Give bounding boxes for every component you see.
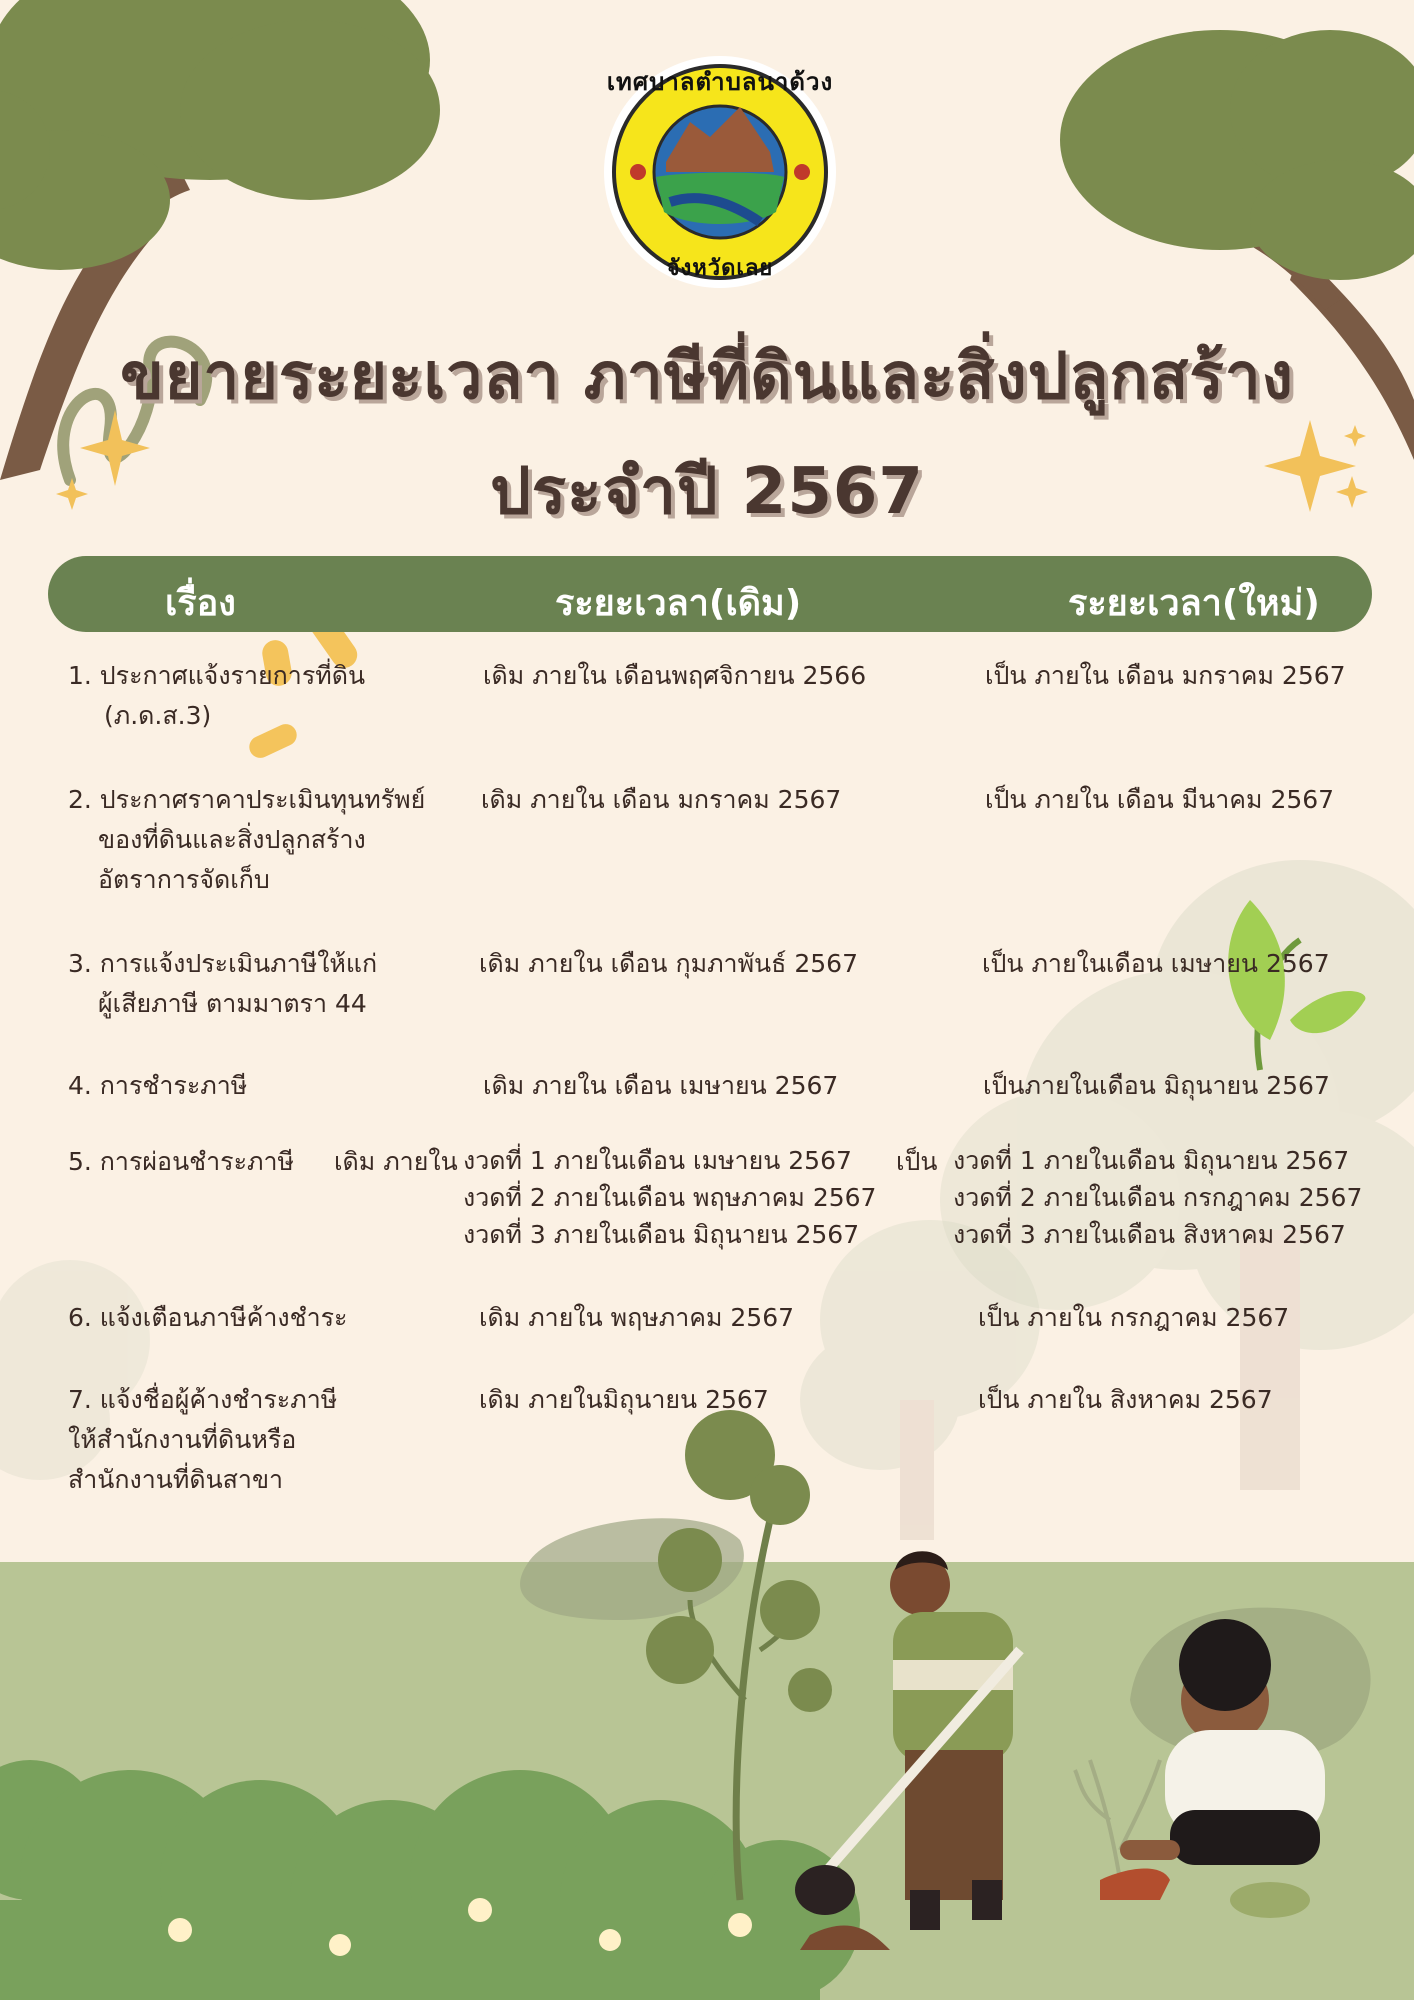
row-5-old-prefix: เดิม ภายใน bbox=[334, 1147, 458, 1176]
row-7-old: เดิม ภายในมิถุนายน 2567 bbox=[479, 1385, 769, 1414]
row-3-old: เดิม ภายใน เดือน กุมภาพันธ์ 2567 bbox=[479, 949, 858, 978]
row-4-topic: 4. การชำระภาษี bbox=[68, 1071, 248, 1100]
row-3-topic: 3. การแจ้งประเมินภาษีให้แก่ ผู้เสียภาษี ตามมาตรา 44 bbox=[68, 949, 378, 1018]
row-2-old: เดิม ภายใน เดือน มกราคม 2567 bbox=[481, 785, 842, 814]
title-line-1: ขยายระยะเวลา ภาษีที่ดินและสิ่งปลูกสร้าง bbox=[120, 340, 1294, 414]
row-7-topic: 7. แจ้งชื่อผู้ค้างชำระภาษี ให้สำนักงานที่ดินหรือ สำนักงานที่ดินสาขา bbox=[68, 1385, 338, 1494]
row-5-new: งวดที่ 1 ภายในเดือน มิถุนายน 2567 งวดที่ 2 ภายในเดือน กรกฎาคม 2567 งวดที่ 3 ภายในเดือน สิงหาคม 2567 bbox=[953, 1146, 1363, 1249]
emblem-top-text: เทศบาลตำบลนาด้วง bbox=[606, 68, 834, 96]
row-6-topic: 6. แจ้งเตือนภาษีค้างชำระ bbox=[68, 1303, 348, 1332]
row-6-new: เป็น ภายใน กรกฎาคม 2567 bbox=[978, 1303, 1290, 1332]
header-topic: เรื่อง bbox=[165, 583, 236, 624]
row-5-new-prefix: เป็น bbox=[896, 1147, 938, 1176]
row-1-new: เป็น ภายใน เดือน มกราคม 2567 bbox=[985, 661, 1346, 690]
row-1-old: เดิม ภายใน เดือนพฤศจิกายน 2566 bbox=[483, 661, 867, 690]
row-5-old: งวดที่ 1 ภายในเดือน เมษายน 2567 งวดที่ 2 ภายในเดือน พฤษภาคม 2567 งวดที่ 3 ภายในเดือน มิถุนายน 2567 bbox=[463, 1146, 877, 1249]
row-7-new: เป็น ภายใน สิงหาคม 2567 bbox=[978, 1385, 1273, 1414]
header-new-period: ระยะเวลา(ใหม่) bbox=[1068, 583, 1320, 624]
row-2-topic: 2. ประกาศราคาประเมินทุนทรัพย์ ของที่ดินและสิ่งปลูกสร้าง อัตราการจัดเก็บ bbox=[68, 785, 426, 894]
emblem-ring-text bbox=[600, 52, 840, 292]
row-4-old: เดิม ภายใน เดือน เมษายน 2567 bbox=[483, 1071, 839, 1100]
emblem-bottom-text: จังหวัดเลย bbox=[666, 256, 774, 281]
row-4-new: เป็นภายในเดือน มิถุนายน 2567 bbox=[983, 1071, 1330, 1100]
row-1-topic: 1. ประกาศแจ้งรายการที่ดิน (ภ.ด.ส.3) bbox=[68, 661, 366, 730]
header-old-period: ระยะเวลา(เดิม) bbox=[555, 583, 802, 624]
row-5-topic: 5. การผ่อนชำระภาษี bbox=[68, 1147, 295, 1176]
row-3-new: เป็น ภายในเดือน เมษายน 2567 bbox=[982, 949, 1330, 978]
row-6-old: เดิม ภายใน พฤษภาคม 2567 bbox=[479, 1303, 795, 1332]
title-line-2: ประจำปี 2567 bbox=[490, 455, 924, 529]
row-2-new: เป็น ภายใน เดือน มีนาคม 2567 bbox=[985, 785, 1335, 814]
